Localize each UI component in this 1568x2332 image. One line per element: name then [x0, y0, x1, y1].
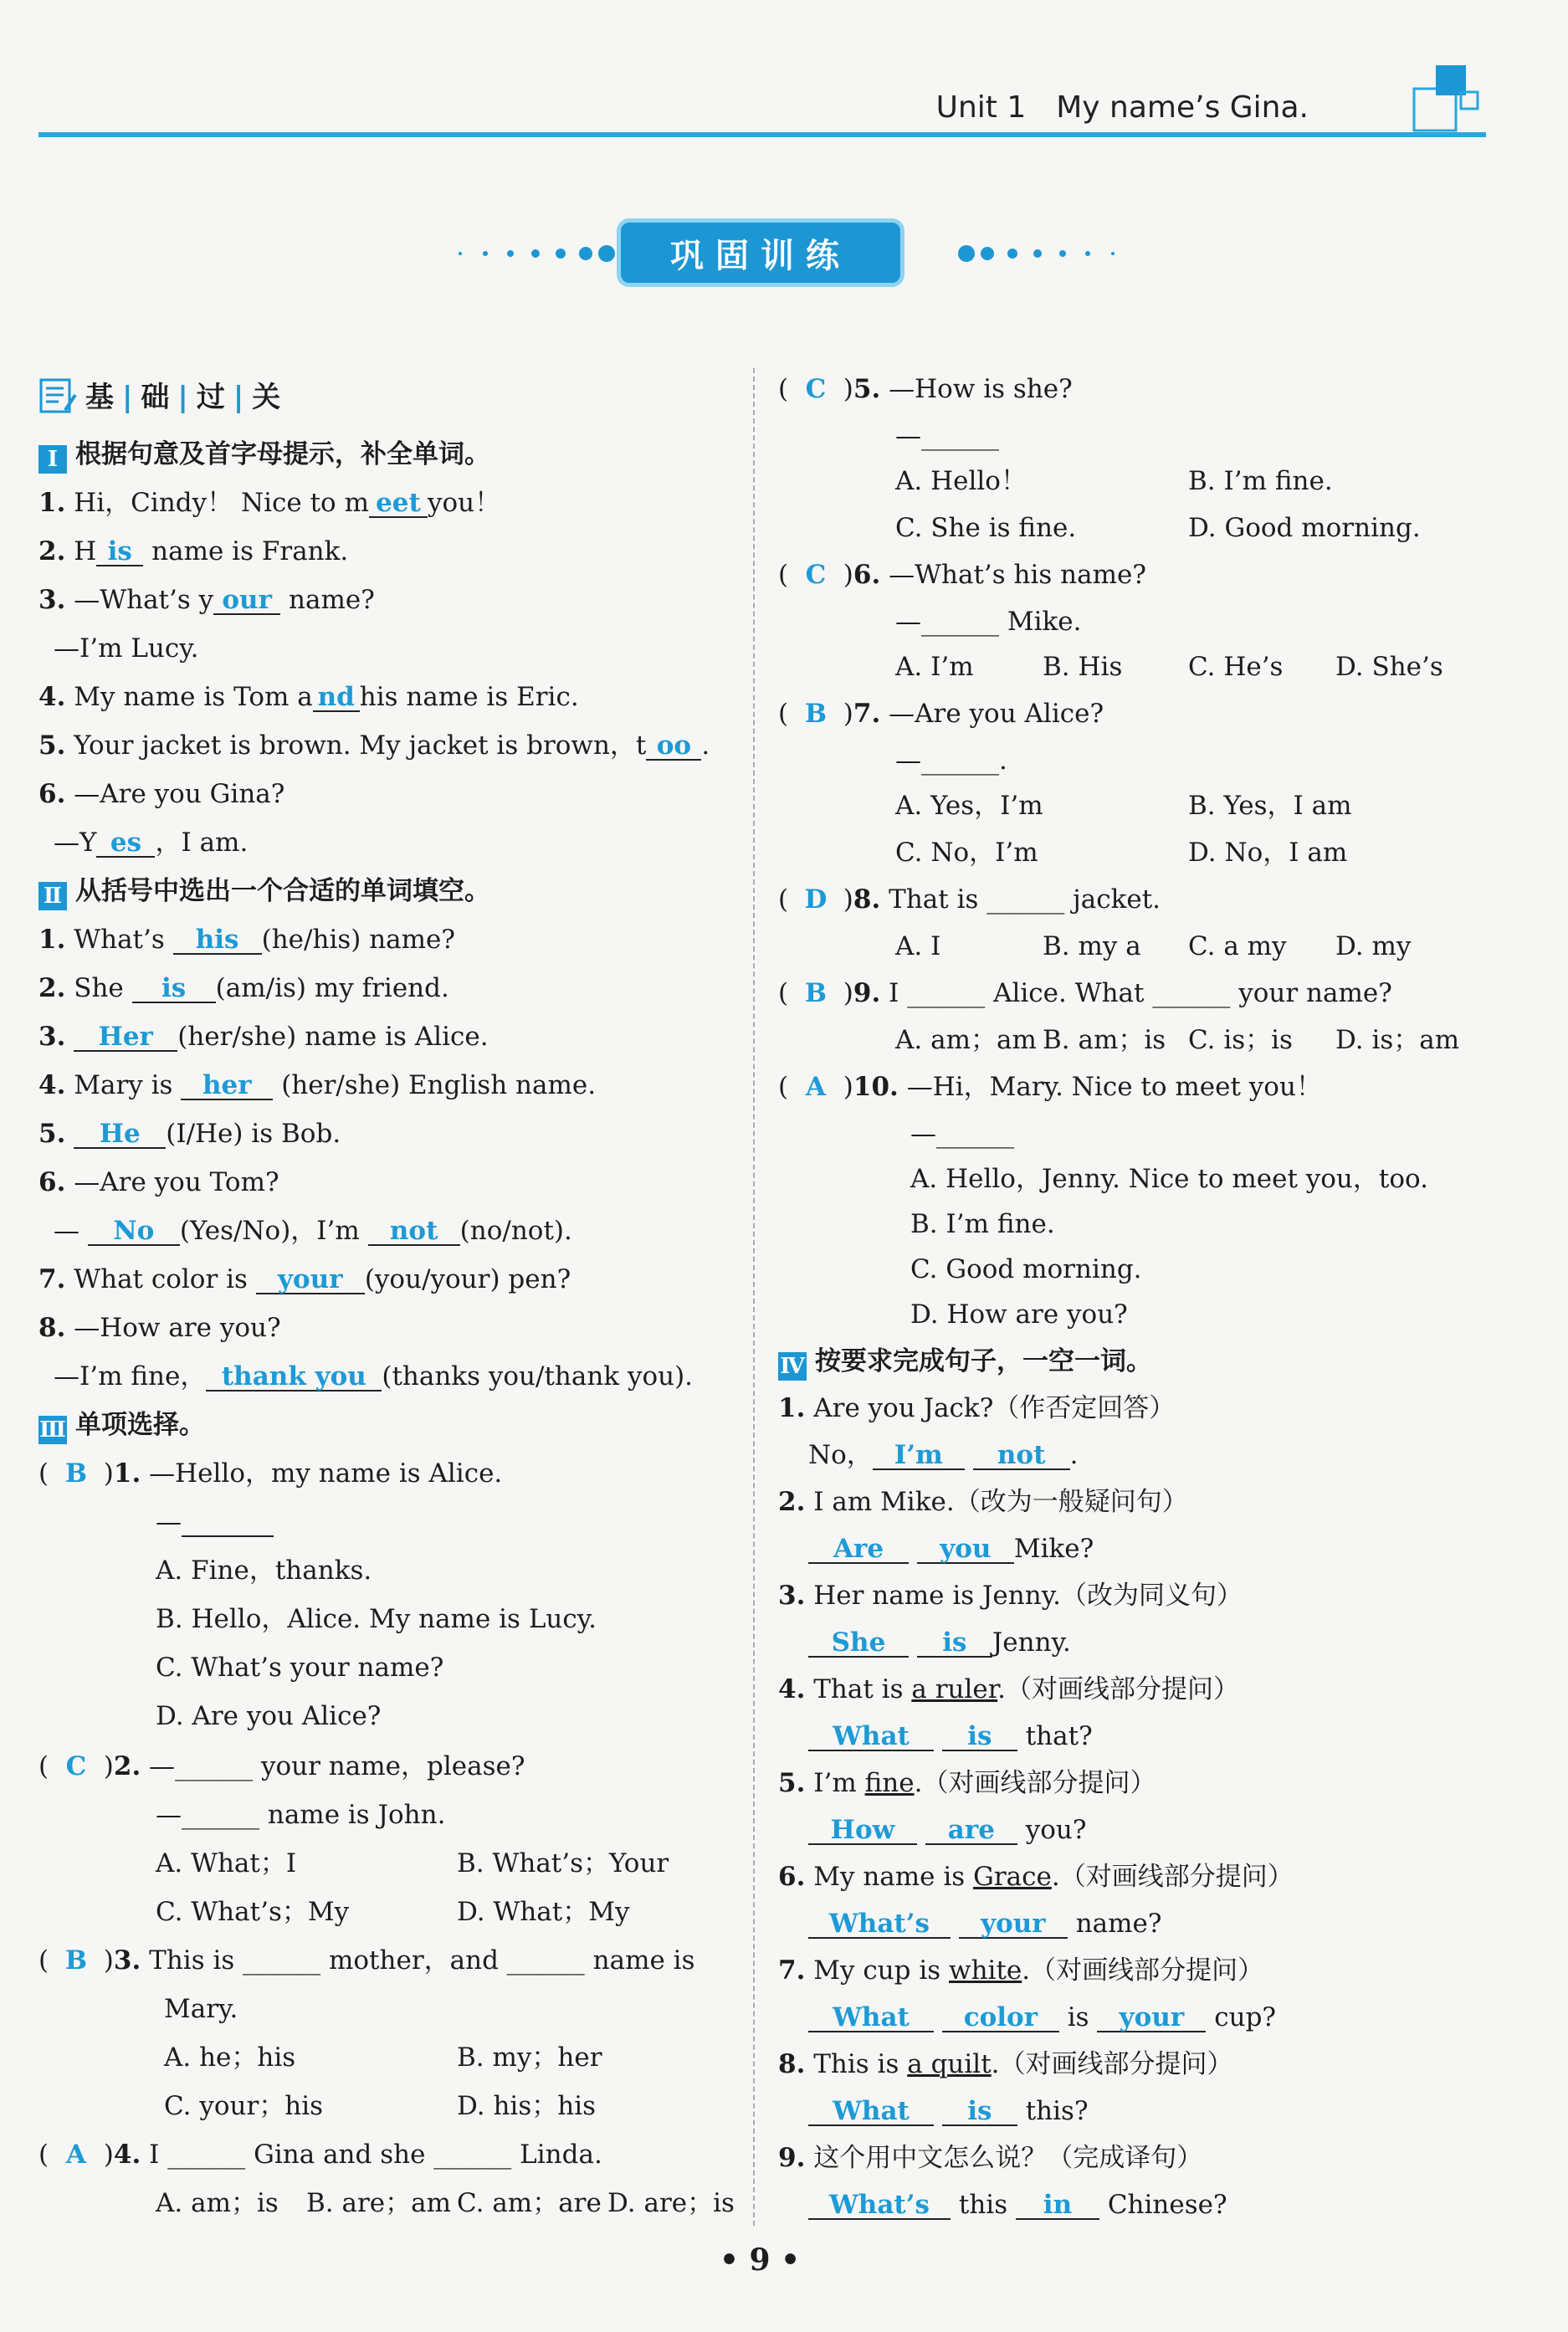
- mc-option[interactable]: B. Yes，I am: [1188, 791, 1352, 821]
- mc-option[interactable]: A. Yes，I’m: [895, 791, 1043, 821]
- mc-stem: —______ Mike.: [895, 607, 1082, 637]
- part-iv-prompt: 9. 这个用中文怎么说？（完成译句）: [778, 2143, 1203, 2173]
- jichu-char: 过: [196, 381, 225, 414]
- mc-question: ( A )4. I ______ Gina and she ______ Linda.: [38, 2140, 602, 2170]
- part-iv-answer-line: She is Jenny.: [808, 1630, 1071, 1658]
- mc-answer: A: [65, 2140, 86, 2170]
- mc-option[interactable]: A. I’m: [895, 652, 974, 682]
- mc-option[interactable]: B. His: [1043, 652, 1123, 682]
- answer-blank[interactable]: What: [808, 2099, 934, 2126]
- part-iv-answer-line: What’s your name?: [808, 1911, 1162, 1939]
- answer-blank[interactable]: No: [88, 1218, 180, 1246]
- part-i-item: —Y es ，I am.: [54, 828, 249, 858]
- mc-option[interactable]: B. I’m fine.: [1188, 466, 1333, 496]
- mc-option[interactable]: C. a my: [1188, 931, 1287, 961]
- mc-option[interactable]: D. She’s: [1335, 652, 1443, 682]
- answer-blank[interactable]: is: [942, 1724, 1017, 1751]
- part-ii-item: 5. He (I/He) is Bob.: [38, 1119, 341, 1149]
- part-ii-heading: [38, 876, 490, 910]
- column-divider: [753, 368, 755, 2226]
- mc-option[interactable]: C. am；are: [457, 2188, 602, 2218]
- part-iv-prompt: 5. I’m fine.（对画线部分提问）: [778, 1768, 1156, 1798]
- answer-blank[interactable]: I’m: [873, 1443, 965, 1470]
- mc-answer: B: [64, 1945, 88, 1976]
- mc-option[interactable]: B. my a: [1043, 931, 1141, 961]
- mc-option[interactable]: D. No，I am: [1188, 838, 1348, 868]
- mc-answer: B: [64, 1458, 88, 1489]
- mc-option[interactable]: C. What’s；My: [156, 1897, 350, 1927]
- part-i-instruction: 根据句意及首字母提示，补全单词。: [75, 439, 490, 469]
- answer-blank[interactable]: not: [368, 1218, 460, 1246]
- mc-option[interactable]: A. am；am: [895, 1025, 1037, 1055]
- mc-question: ( C )2. —______ your name，please?: [38, 1751, 525, 1781]
- part-i-item: 5. Your jacket is brown. My jacket is brown，t oo .: [38, 730, 710, 761]
- part-ii-item: 7. What color is your (you/your) pen?: [38, 1264, 571, 1294]
- answer-blank[interactable]: are: [925, 1817, 1017, 1845]
- part-iii-heading: [38, 1412, 205, 1444]
- part-i-item: 4. My name is Tom a nd his name is Eric.: [38, 682, 579, 712]
- jichu-char: 础: [141, 381, 170, 414]
- part-ii-item: 1. What’s his (he/his) name?: [38, 925, 456, 955]
- mc-option[interactable]: B. I’m fine.: [910, 1209, 1055, 1239]
- answer-blank[interactable]: Her: [74, 1024, 177, 1052]
- part-iv-answer-line: What is that?: [808, 1724, 1093, 1751]
- part-iii-instruction: 单项选择。: [75, 1410, 205, 1440]
- part-iv-answer-line: What’s this in Chinese?: [808, 2192, 1227, 2220]
- part-iv-prompt: 8. This is a quilt.（对画线部分提问）: [778, 2049, 1233, 2079]
- answer-blank[interactable]: color: [942, 2005, 1059, 2032]
- mc-answer: C: [805, 560, 827, 590]
- part-ii-item: 8. —How are you?: [38, 1313, 281, 1343]
- notepad-icon: [38, 377, 77, 415]
- mc-question: ( B )9. I ______ Alice. What ______ your name?: [778, 978, 1392, 1008]
- part-iv-answer-line: How are you?: [808, 1817, 1086, 1845]
- mc-option[interactable]: C. your；his: [164, 2091, 324, 2121]
- header-rule: [38, 132, 1486, 137]
- answer-blank[interactable]: her: [181, 1073, 273, 1100]
- page-number: • 9 •: [720, 2242, 801, 2278]
- mc-stem: —______: [895, 421, 999, 451]
- answer-blank[interactable]: is: [96, 539, 143, 566]
- answer-blank[interactable]: his: [173, 927, 262, 955]
- mc-stem: —______.: [895, 746, 1007, 776]
- part-ii-numeral: Ⅱ: [38, 882, 67, 910]
- part-i-item: 2. H is name is Frank.: [38, 536, 349, 566]
- part-ii-instruction: 从括号中选出一个合适的单词填空。: [75, 876, 490, 906]
- answer-blank[interactable]: What’s: [808, 1911, 951, 1939]
- section-banner: 巩固训练: [621, 223, 900, 283]
- mc-question: ( D )8. That is ______ jacket.: [778, 884, 1161, 915]
- jichu-char: 基: [85, 381, 114, 414]
- part-iv-prompt: 1. Are you Jack?（作否定回答）: [778, 1393, 1176, 1423]
- answer-blank[interactable]: your: [256, 1267, 365, 1294]
- mc-option[interactable]: C. No，I’m: [895, 838, 1038, 868]
- answer-blank[interactable]: in: [1016, 2192, 1099, 2220]
- mc-option[interactable]: D. Good morning.: [1188, 513, 1421, 543]
- answer-blank[interactable]: She: [808, 1630, 909, 1658]
- jichu-char: 关: [252, 381, 281, 414]
- mc-question: ( A )10. —Hi，Mary. Nice to meet you！: [778, 1072, 1322, 1102]
- mc-answer: B: [804, 699, 828, 729]
- part-iv-prompt: 2. I am Mike.（改为一般疑问句）: [778, 1487, 1188, 1517]
- answer-blank[interactable]: you: [917, 1536, 1014, 1564]
- mc-option[interactable]: A. Fine，thanks.: [156, 1556, 372, 1586]
- answer-blank[interactable]: nd: [313, 684, 360, 712]
- answer-blank[interactable]: not: [973, 1443, 1070, 1470]
- part-i-item: 1. Hi，Cindy！ Nice to m eet you！: [38, 488, 501, 518]
- part-ii-item: 4. Mary is her (her/she) English name.: [38, 1070, 597, 1100]
- mc-stem: —______: [910, 1119, 1014, 1149]
- mc-option[interactable]: A. Hello，Jenny. Nice to meet you，too.: [910, 1164, 1428, 1194]
- part-iv-instruction: 按要求完成句子，一空一词。: [815, 1346, 1152, 1376]
- mc-option[interactable]: A. What；I: [156, 1848, 297, 1878]
- part-iv-answer-line: What color is your cup?: [808, 2005, 1276, 2032]
- answer-blank[interactable]: Are: [808, 1536, 909, 1564]
- mc-option[interactable]: D. How are you?: [910, 1299, 1128, 1330]
- answer-blank[interactable]: our: [213, 587, 280, 615]
- answer-blank[interactable]: is: [917, 1630, 992, 1658]
- part-i-item: 6. —Are you Gina?: [38, 779, 285, 809]
- mc-question: ( B )7. —Are you Alice?: [778, 699, 1104, 729]
- part-ii-item: —I’m fine， thank you (thanks you/thank you).: [54, 1361, 694, 1392]
- part-iv-prompt: 4. That is a ruler.（对画线部分提问）: [778, 1674, 1240, 1704]
- mc-option[interactable]: A. am；is: [156, 2188, 279, 2218]
- answer-blank[interactable]: your: [1097, 2005, 1206, 2032]
- answer-blank[interactable]: your: [959, 1911, 1068, 1939]
- header-lesson-title: My name’s Gina.: [1056, 90, 1309, 125]
- mc-option[interactable]: C. He’s: [1188, 652, 1284, 682]
- answer-blank[interactable]: What’s: [808, 2192, 951, 2220]
- mc-option[interactable]: D. Are you Alice?: [156, 1701, 382, 1731]
- mc-question: ( C )5. —How is she?: [778, 374, 1073, 404]
- part-iv-prompt: 3. Her name is Jenny.（改为同义句）: [778, 1581, 1243, 1611]
- part-iv-prompt: 7. My cup is white.（对画线部分提问）: [778, 1955, 1264, 1986]
- mc-option[interactable]: B. Hello，Alice. My name is Lucy.: [156, 1604, 597, 1634]
- answer-blank[interactable]: How: [808, 1817, 917, 1845]
- part-iv-answer-line: What is this?: [808, 2099, 1089, 2126]
- answer-blank[interactable]: oo: [646, 733, 701, 761]
- part-ii-item: 2. She is (am/is) my friend.: [38, 973, 449, 1003]
- mc-answer: C: [65, 1751, 87, 1781]
- mc-option[interactable]: A. Hello！: [895, 466, 1027, 496]
- part-iv-answer-line: Are you Mike?: [808, 1536, 1094, 1564]
- mc-option[interactable]: B. am；is: [1043, 1025, 1166, 1055]
- mc-answer: B: [804, 978, 828, 1008]
- mc-answer: D: [804, 884, 828, 915]
- mc-option[interactable]: B. What’s；Your: [457, 1848, 669, 1878]
- mc-option[interactable]: D. is；am: [1335, 1025, 1460, 1055]
- mc-option[interactable]: C. is；is: [1188, 1025, 1293, 1055]
- answer-blank[interactable]: He: [74, 1121, 166, 1149]
- jichu-heading: 基 | 础 | 过 | 关: [38, 377, 280, 415]
- part-iv-prompt: 6. My name is Grace.（对画线部分提问）: [778, 1862, 1294, 1892]
- mc-question: ( B )3. This is ______ mother，and ______ name is: [38, 1945, 695, 1976]
- mc-option[interactable]: A. I: [895, 931, 941, 961]
- part-iv-answer-line: No， I’m not .: [808, 1440, 1079, 1470]
- mc-option[interactable]: C. Good morning.: [910, 1254, 1142, 1284]
- mc-option[interactable]: A. he；his: [164, 2042, 296, 2073]
- part-iii-numeral: Ⅲ: [39, 1417, 66, 1443]
- mc-question: ( B )1. —Hello，my name is Alice.: [38, 1458, 503, 1489]
- part-ii-item: — No (Yes/No)，I’m not (no/not).: [54, 1216, 572, 1246]
- answer-blank[interactable]: eet: [369, 490, 428, 518]
- part-i-item: 3. —What’s y our name?: [38, 585, 375, 615]
- mc-option[interactable]: C. She is fine.: [895, 513, 1077, 543]
- answer-blank[interactable]: What: [808, 2005, 934, 2032]
- mc-option[interactable]: D. my: [1335, 931, 1412, 961]
- header-title: [936, 90, 1309, 125]
- answer-blank[interactable]: is: [132, 976, 216, 1003]
- mc-stem: —______ name is John.: [156, 1800, 446, 1830]
- mc-option[interactable]: C. What’s your name?: [156, 1653, 444, 1683]
- part-iv-heading: [778, 1346, 1152, 1381]
- answer-blank[interactable]: thank you: [206, 1364, 382, 1392]
- mc-option[interactable]: D. What；My: [457, 1897, 630, 1927]
- mc-answer: C: [805, 374, 827, 404]
- mc-option[interactable]: D. are；is: [607, 2188, 735, 2218]
- header-unit: Unit 1: [935, 90, 1027, 125]
- part-iv-numeral: Ⅳ: [778, 1352, 807, 1381]
- header-decoration-icon: [1389, 62, 1481, 137]
- mc-option[interactable]: B. my；her: [457, 2042, 602, 2073]
- mc-question: ( C )6. —What’s his name?: [778, 560, 1146, 590]
- answer-blank[interactable]: What: [808, 1724, 934, 1751]
- part-i-item: —I’m Lucy.: [54, 633, 199, 664]
- mc-answer: A: [805, 1072, 826, 1102]
- part-i-heading: [38, 439, 490, 474]
- mc-stem: Mary.: [164, 1994, 238, 2024]
- answer-blank[interactable]: is: [942, 2099, 1017, 2126]
- mc-stem: —: [156, 1509, 274, 1537]
- part-i-numeral: Ⅰ: [38, 445, 67, 474]
- mc-option[interactable]: D. his；his: [457, 2091, 597, 2121]
- answer-blank[interactable]: es: [96, 830, 155, 858]
- mc-option[interactable]: B. are；am: [306, 2188, 452, 2218]
- part-ii-item: 6. —Are you Tom?: [38, 1167, 279, 1197]
- part-ii-item: 3. Her (her/she) name is Alice.: [38, 1022, 489, 1052]
